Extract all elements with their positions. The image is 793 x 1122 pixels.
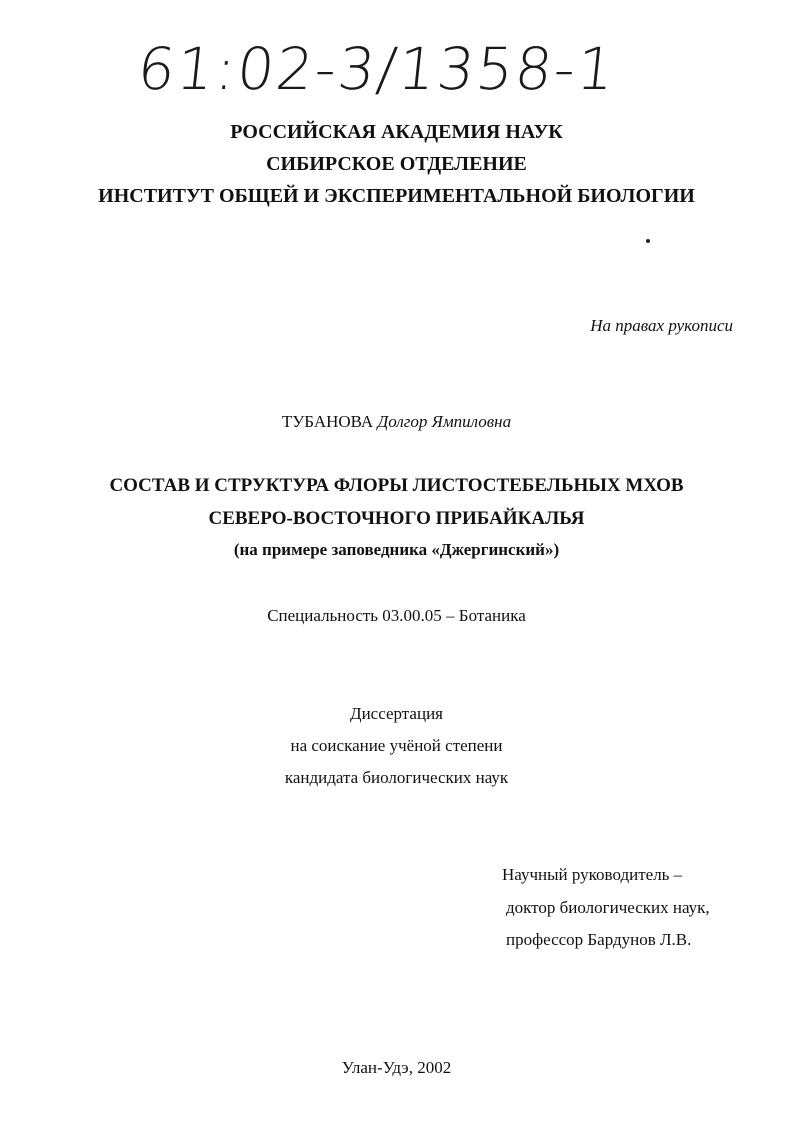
dissertation-line-2: на соискание учёной степени [290,736,503,755]
title-subtitle: (на примере заповедника «Джергинский») [233,540,560,559]
specialty: Специальность 03.00.05 – Ботаника [267,606,526,625]
dissertation-line-1: Диссертация [349,704,443,723]
author-name [0,413,793,430]
title-line-2: СЕВЕРО-ВОСТОЧНОГО ПРИБАЙКАЛЬЯ [208,508,585,529]
handwritten-archive-code: 61:02-3/1358-1 [134,35,620,103]
scan-speck [646,239,650,243]
author-surname: ТУБАНОВА [281,412,374,431]
org-line-branch: СИБИРСКОЕ ОТДЕЛЕНИЕ [266,153,527,175]
advisor-line-3: профессор Бардунов Л.В. [506,930,692,949]
org-line-academy: РОССИЙСКАЯ АКАДЕМИЯ НАУК [230,121,563,143]
title-line-1: СОСТАВ И СТРУКТУРА ФЛОРЫ ЛИСТОСТЕБЕЛЬНЫХ МХОВ [109,475,684,496]
advisor-line-2: доктор биологических наук, [506,898,710,917]
author-given-names: Долгор Ямпиловна [377,412,512,431]
rights-note: На правах рукописи [590,316,733,335]
org-line-institute: ИНСТИТУТ ОБЩЕЙ И ЭКСПЕРИМЕНТАЛЬНОЙ БИОЛОГИИ [98,185,695,207]
advisor-line-1: Научный руководитель – [502,865,683,884]
dissertation-line-3: кандидата биологических наук [284,768,509,787]
place-year: Улан-Удэ, 2002 [341,1058,452,1077]
